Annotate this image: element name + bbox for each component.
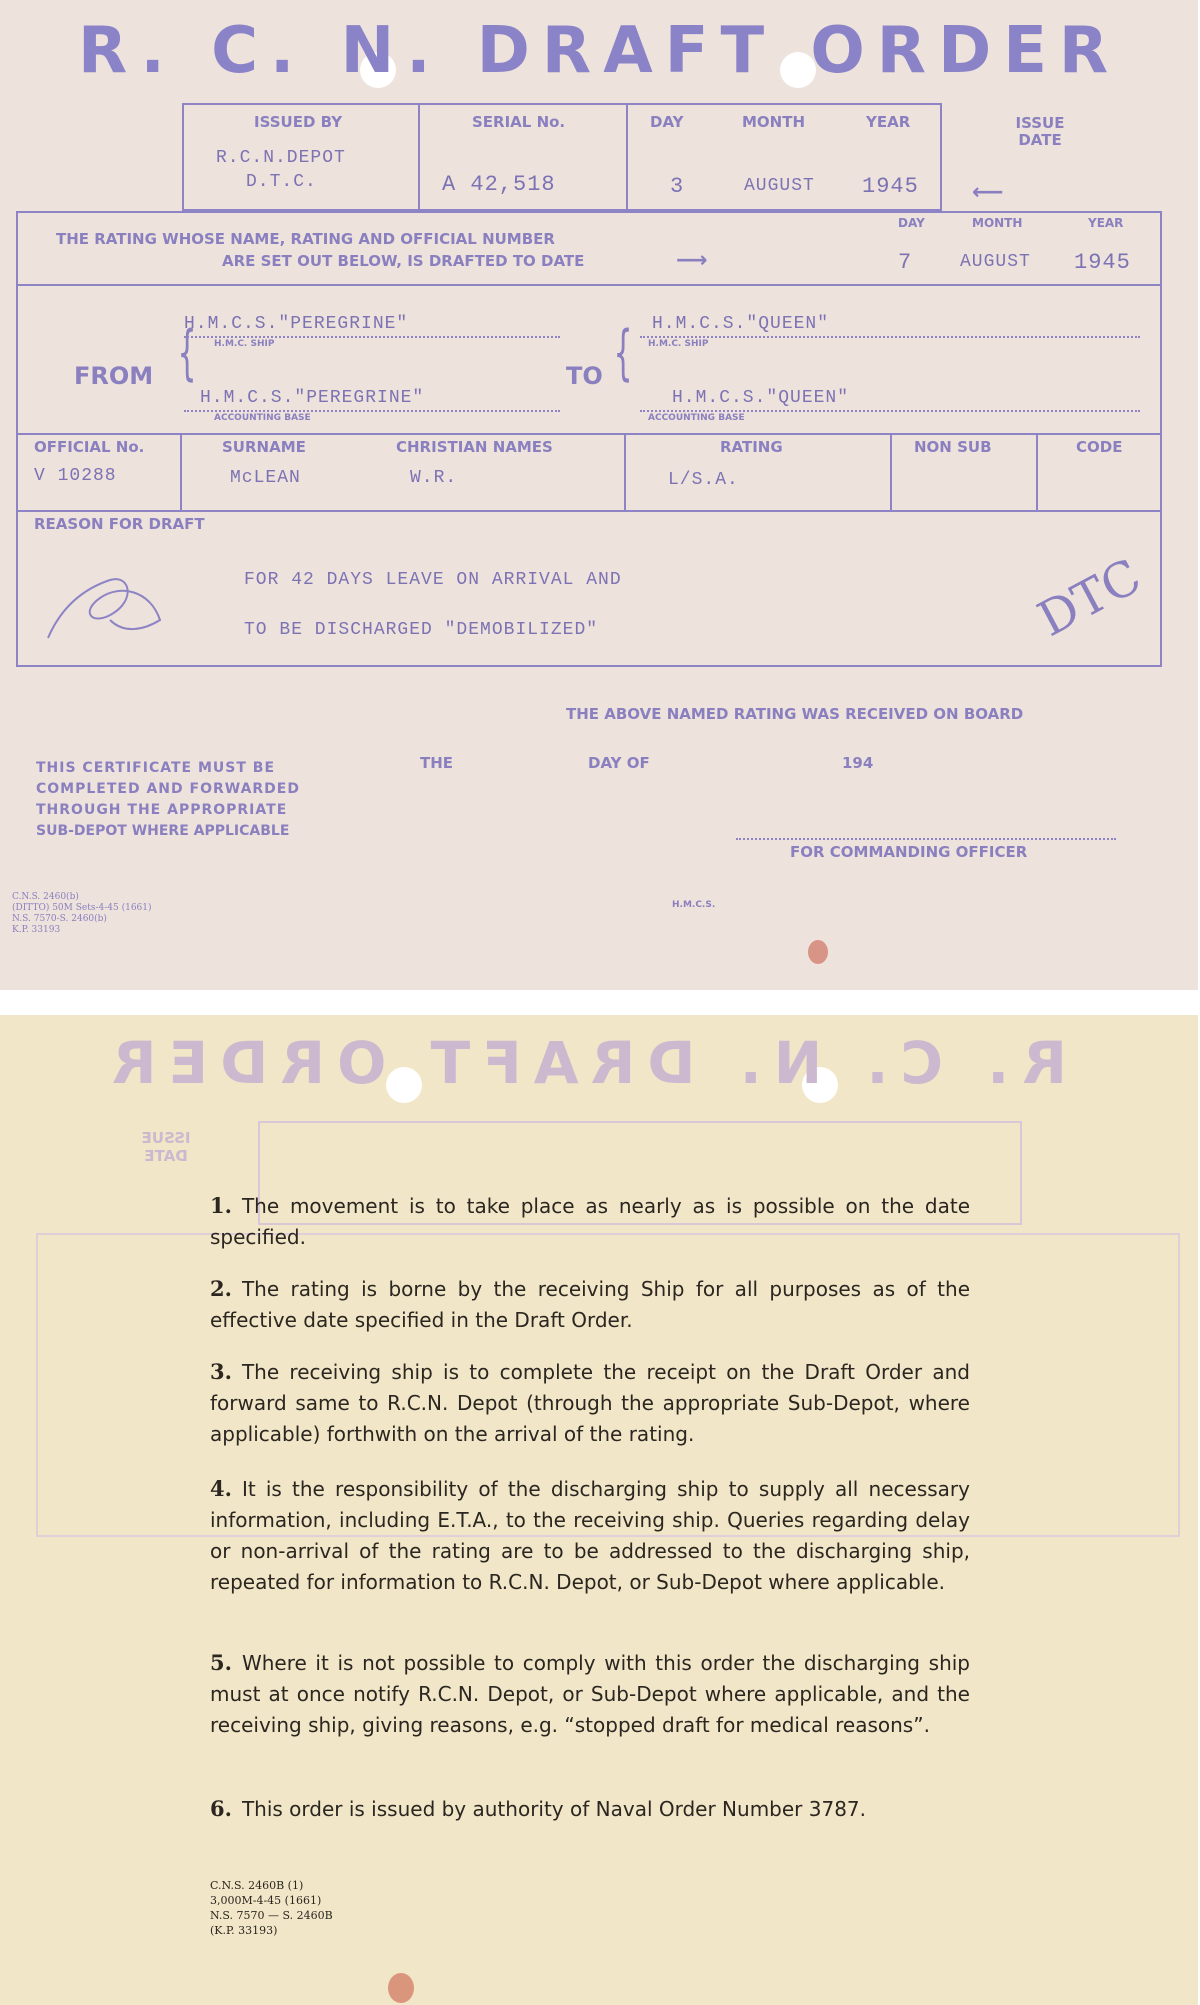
back-form-code-2: 3,000M-4-45 (1661) [210, 1894, 322, 1907]
back-form-code-1: C.N.S. 2460B (1) [210, 1879, 304, 1892]
front-form-code-2: (DITTO) 50M Sets-4-45 (1661) [12, 903, 152, 913]
issue-month: AUGUST [744, 176, 815, 196]
draft-order-front [0, 0, 1198, 990]
from-brace-icon: { [177, 318, 197, 388]
dtc-stamp: DTC [1029, 548, 1151, 648]
ink-stain [388, 1973, 414, 2003]
ink-stain [808, 940, 828, 964]
certificate-line3: THROUGH THE APPROPRIATE [36, 802, 288, 818]
official-number: V 10288 [34, 466, 117, 486]
certificate-line1: THIS CERTIFICATE MUST BE [36, 760, 276, 776]
front-form-code-1: C.N.S. 2460(b) [12, 892, 79, 902]
instruction-2: 2. The rating is borne by the receiving Ship for all purposes as of the effective date specified in the Draft Order. [210, 1276, 970, 1332]
drafted-text-line2: ARE SET OUT BELOW, IS DRAFTED TO DATE [222, 252, 585, 270]
instruction-4: 4. It is the responsibility of the discharging ship to supply all necessary information, including E.T.A., to the receiving ship. Queries regarding delay or non-arrival of the rating are to be addressed to the discharging ship, repeated for information to R.C.N. Depot, or Sub-Depot where applicable. [210, 1476, 970, 1594]
rating: L/S.A. [668, 470, 739, 490]
back-form-code-4: (K.P. 33193) [210, 1924, 278, 1937]
drafted-month: AUGUST [960, 252, 1031, 272]
serial-number: A 42,518 [442, 172, 556, 197]
to-ship: H.M.C.S."QUEEN" [652, 314, 830, 334]
code-label: CODE [1076, 438, 1123, 456]
to-ship-label: H.M.C. SHIP [648, 339, 709, 349]
issued-by-line1: R.C.N.DEPOT [216, 148, 346, 168]
instruction-number: 1. [210, 1193, 232, 1218]
drafted-text-line1: THE RATING WHOSE NAME, RATING AND OFFICIAL NUMBER [56, 230, 555, 248]
from-ship: H.M.C.S."PEREGRINE" [184, 314, 409, 334]
issue-year: 1945 [862, 174, 919, 199]
front-form-code-4: K.P. 33193 [12, 925, 61, 935]
instruction-6: 6. This order is issued by authority of Naval Order Number 3787. [210, 1796, 867, 1821]
drafted-year-label: YEAR [1088, 216, 1124, 230]
from-label: FROM [74, 362, 154, 390]
front-form-code-3: N.S. 7570-S. 2460(b) [12, 914, 107, 924]
rating-label: RATING [720, 438, 783, 456]
certificate-line4: SUB-DEPOT WHERE APPLICABLE [36, 823, 290, 839]
issue-day-label: DAY [650, 113, 684, 131]
official-no-label: OFFICIAL No. [34, 438, 145, 456]
reason-line2: TO BE DISCHARGED "DEMOBILIZED" [244, 620, 599, 640]
back-form-code-3: N.S. 7570 — S. 2460B [210, 1909, 333, 1922]
instruction-number: 3. [210, 1359, 232, 1384]
draft-order-back [0, 1015, 1198, 2005]
drafted-month-label: MONTH [972, 216, 1023, 230]
instruction-3: 3. The receiving ship is to complete the receipt on the Draft Order and forward same to R.C.N. Depot (through the appropriate Sub-Depot, where applicable) forthwith on the arrival of the rating. [210, 1359, 970, 1446]
issue-month-label: MONTH [742, 113, 806, 131]
serial-label: SERIAL No. [472, 113, 566, 131]
instruction-5: 5. Where it is not possible to comply with this order the discharging ship must at once notify R.C.N. Depot, or Sub-Depot where applicable, and the receiving ship, giving reasons, e.g. “stopped draft for medical reasons”. [210, 1650, 970, 1737]
to-brace-icon: { [613, 318, 633, 388]
issued-by-label: ISSUED BY [254, 113, 343, 131]
arrow-right-icon: ⟶ [676, 248, 708, 273]
bleed-through-title: R. C. N. DRAFT ORDER [100, 1029, 1067, 1097]
instruction-number: 4. [210, 1476, 232, 1501]
certificate-line2: COMPLETED AND FORWARDED [36, 781, 300, 797]
received-year-prefix: 194 [842, 754, 874, 772]
reason-label: REASON FOR DRAFT [34, 515, 205, 533]
hmcs-label: H.M.C.S. [672, 900, 716, 910]
form-title: R. C. N. DRAFT ORDER [78, 14, 1121, 88]
drafted-day-label: DAY [898, 216, 925, 230]
issue-date-label: ISSUE DATE [1015, 114, 1065, 149]
christian-names-label: CHRISTIAN NAMES [396, 438, 553, 456]
from-ship-label: H.M.C. SHIP [214, 339, 275, 349]
back-form-codes [210, 1878, 333, 1938]
christian-names: W.R. [410, 468, 458, 488]
instruction-number: 6. [210, 1796, 232, 1821]
issue-day: 3 [670, 174, 685, 199]
received-day-of-label: DAY OF [588, 754, 650, 772]
commanding-officer-label: FOR COMMANDING OFFICER [790, 843, 1028, 861]
surname-label: SURNAME [222, 438, 306, 456]
issued-by-line2: D.T.C. [246, 172, 317, 192]
instruction-1: 1. The movement is to take place as nearly as is possible on the date specified. [210, 1193, 970, 1249]
initials-signature-icon [40, 550, 170, 650]
received-on-board-text: THE ABOVE NAMED RATING WAS RECEIVED ON BOARD [566, 705, 1024, 723]
drafted-year: 1945 [1074, 250, 1131, 275]
non-sub-label: NON SUB [914, 438, 992, 456]
surname: McLEAN [230, 468, 301, 488]
issue-year-label: YEAR [866, 113, 911, 131]
from-base-label: ACCOUNTING BASE [214, 413, 311, 423]
arrow-left-icon: ⟵ [972, 180, 1004, 205]
bleed-through-issue-date: ISSUE DATE [141, 1129, 191, 1165]
from-base: H.M.C.S."PEREGRINE" [200, 388, 425, 408]
instruction-number: 5. [210, 1650, 232, 1675]
reason-line1: FOR 42 DAYS LEAVE ON ARRIVAL AND [244, 570, 622, 590]
to-base: H.M.C.S."QUEEN" [672, 388, 850, 408]
drafted-day: 7 [898, 250, 913, 275]
to-label: TO [566, 362, 603, 390]
received-the-label: THE [420, 754, 454, 772]
instruction-number: 2. [210, 1276, 232, 1301]
to-base-label: ACCOUNTING BASE [648, 413, 745, 423]
